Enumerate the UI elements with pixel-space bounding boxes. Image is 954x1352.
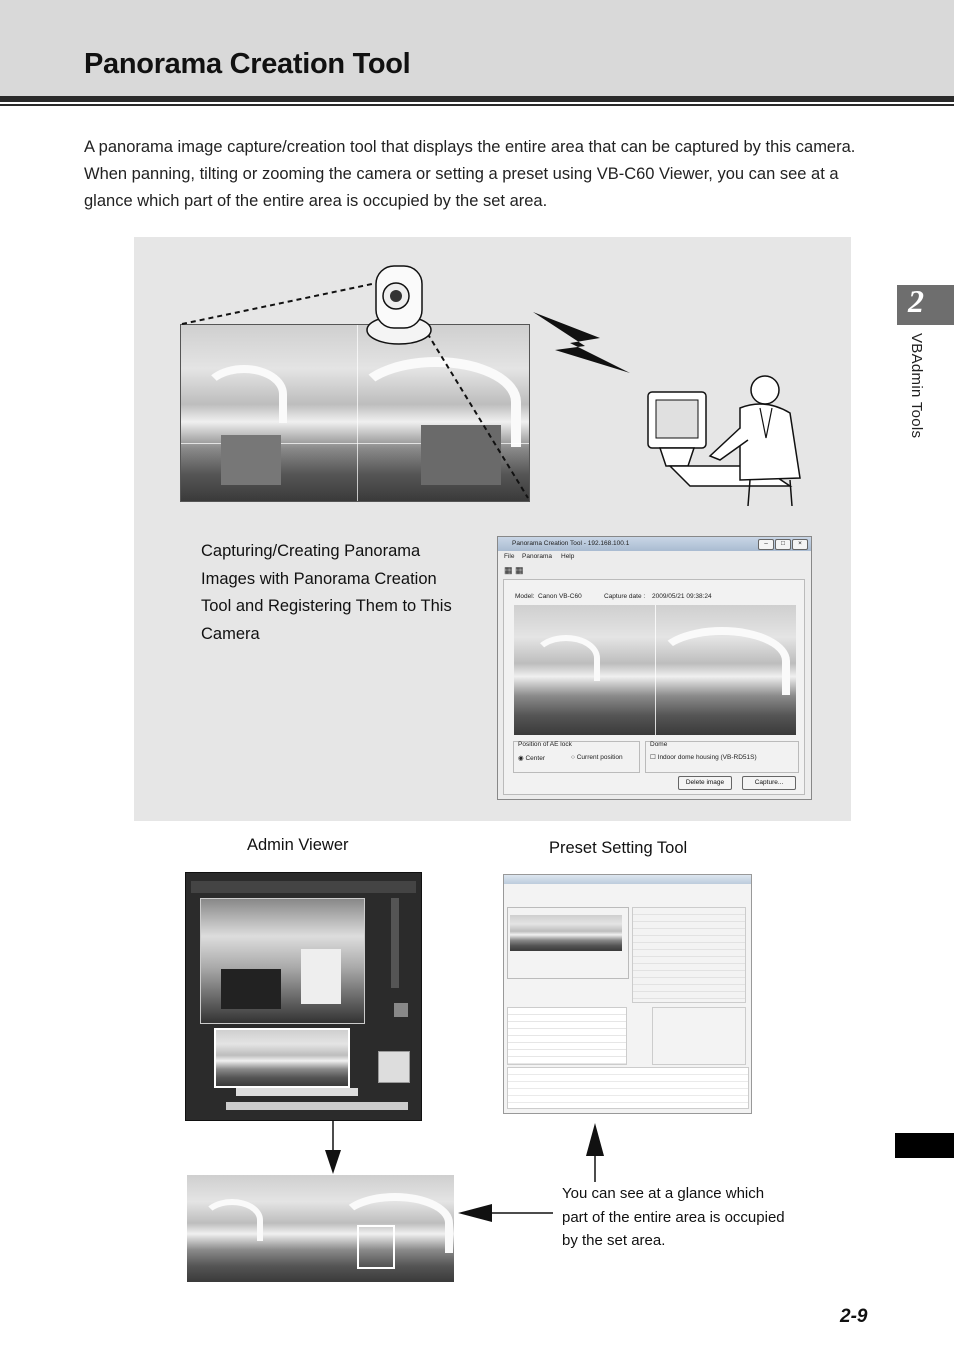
delete-image-button[interactable]: Delete image	[678, 776, 732, 790]
dome-option-label: Indoor dome housing (VB-RD51S)	[657, 754, 757, 761]
toolbar-grid-icon[interactable]: ▦ ▦	[504, 565, 524, 575]
zoom-slider[interactable]	[391, 898, 399, 988]
capture-date-value: 2009/05/21 09:38:24	[652, 593, 712, 600]
preset-panorama[interactable]	[510, 915, 622, 951]
live-video-view[interactable]	[200, 898, 365, 1024]
capture-button[interactable]: Capture...	[742, 776, 796, 790]
ae-current-label: Current position	[576, 754, 623, 761]
close-icon[interactable]: ×	[792, 539, 808, 550]
panorama-thumbnail[interactable]	[214, 1028, 350, 1088]
ae-lock-label: Position of AE lock	[518, 741, 572, 748]
chapter-label: VBAdmin Tools	[908, 333, 925, 439]
page-number: 2-9	[840, 1306, 868, 1327]
tour-list[interactable]	[507, 1007, 627, 1065]
window-title: Panorama Creation Tool - 192.168.100.1	[512, 540, 630, 547]
panorama-tool-window	[497, 536, 812, 800]
status-bar	[226, 1102, 408, 1110]
preset-tool-label: Preset Setting Tool	[549, 839, 688, 857]
ae-center-label: Center	[525, 755, 545, 762]
operator-illustration	[640, 368, 810, 508]
menu-help[interactable]: Help	[561, 553, 575, 560]
dome-checkbox[interactable]: ☐ Indoor dome housing (VB-RD51S)	[650, 754, 757, 761]
set-area-frame	[357, 1225, 395, 1269]
capture-date-label: Capture date :	[604, 593, 646, 600]
menu-file[interactable]: File	[504, 553, 515, 560]
model-value: Canon VB-C60	[538, 593, 582, 600]
log-area	[507, 1067, 749, 1109]
intro-paragraph: A panorama image capture/creation tool that displays the entire area that can be captured by this camera. When panning, tilting or zooming the camera or setting a preset using VB-C60 Viewer, you can see at a glance which part of the entire area is occupied by the set area.	[84, 138, 856, 210]
panorama-preview[interactable]	[514, 605, 796, 735]
preset-setting-tool-screenshot	[503, 874, 752, 1114]
preset-select[interactable]	[236, 1088, 358, 1096]
panorama-result	[187, 1175, 454, 1282]
page-title: Panorama Creation Tool	[84, 48, 411, 80]
admin-viewer-label: Admin Viewer	[247, 836, 349, 854]
ae-current-radio[interactable]: ○ Current position	[571, 754, 623, 761]
camera-icon	[366, 258, 432, 348]
capture-caption: Capturing/Creating Panorama Images with Panorama Creation Tool and Registering Them to This Camera	[201, 542, 452, 643]
control-icon[interactable]	[394, 1003, 408, 1017]
dome-label: Dome	[650, 741, 668, 748]
model-label: Model:	[515, 593, 535, 600]
glance-caption: You can see at a glance which part of the entire area is occupied by the set area.	[562, 1185, 785, 1249]
pan-tilt-pad[interactable]	[378, 1051, 410, 1083]
minimize-button[interactable]: –	[758, 539, 774, 550]
maximize-button[interactable]: □	[775, 539, 791, 550]
menu-panorama[interactable]: Panorama	[522, 553, 552, 560]
admin-viewer-screenshot	[185, 872, 422, 1121]
ae-center-radio[interactable]: ◉ Center	[518, 755, 545, 762]
chapter-number: 2	[908, 283, 924, 319]
